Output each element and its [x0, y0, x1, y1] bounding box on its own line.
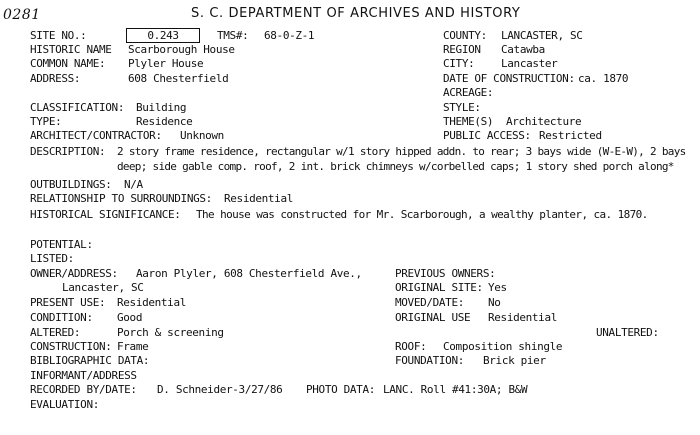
site-no-label: SITE NO.:	[30, 29, 87, 42]
construction-label: CONSTRUCTION:	[30, 340, 112, 353]
architect-value: Unknown	[180, 129, 224, 142]
owner-label: OWNER/ADDRESS:	[30, 267, 118, 280]
moved-date-value: No	[488, 296, 501, 309]
region-label: REGION	[443, 43, 481, 56]
altered-label: ALTERED:	[30, 326, 81, 339]
tms-value: 68-0-Z-1	[264, 29, 315, 42]
original-use-value: Residential	[488, 311, 557, 324]
classification-label: CLASSIFICATION:	[30, 101, 125, 114]
owner-value-2: Lancaster, SC	[62, 281, 144, 294]
architect-label: ARCHITECT/CONTRACTOR:	[30, 129, 162, 142]
themes-value: Architecture	[506, 115, 582, 128]
significance-label: HISTORICAL SIGNIFICANCE:	[30, 208, 181, 221]
agency-header: S. C. DEPARTMENT OF ARCHIVES AND HISTORY	[191, 6, 521, 21]
previous-owners-label: PREVIOUS OWNERS:	[395, 267, 496, 280]
photo-label: PHOTO DATA:	[306, 383, 375, 396]
recorded-value: D. Schneider-3/27/86	[157, 383, 283, 396]
potential-label: POTENTIAL:	[30, 238, 93, 251]
type-label: TYPE:	[30, 115, 62, 128]
condition-value: Good	[117, 311, 143, 324]
original-use-label: ORIGINAL USE	[395, 311, 471, 324]
style-label: STYLE:	[443, 101, 481, 114]
description-line-2: deep; side gable comp. roof, 2 int. brick chimneys w/corbelled caps; 1 story shed porch along*	[117, 160, 674, 173]
altered-value: Porch & screening	[117, 326, 224, 339]
date-construction-label: DATE OF CONSTRUCTION:	[443, 72, 575, 85]
acreage-label: ACREAGE:	[443, 86, 494, 99]
county-value: LANCASTER, SC	[501, 29, 583, 42]
roof-label: ROOF:	[395, 340, 427, 353]
description-line-1: 2 story frame residence, rectangular w/1 story hipped addn. to rear; 3 bays wide (W-E-W), 2 bays	[117, 145, 686, 158]
historic-name-label: HISTORIC NAME	[30, 43, 112, 56]
original-site-label: ORIGINAL SITE:	[395, 281, 483, 294]
unaltered-label: UNALTERED:	[596, 326, 659, 339]
common-name-label: COMMON NAME:	[30, 57, 106, 70]
photo-value: LANC. Roll #41:30A; B&W	[383, 383, 528, 396]
address-label: ADDRESS:	[30, 72, 81, 85]
evaluation-label: EVALUATION:	[30, 398, 99, 411]
present-use-label: PRESENT USE:	[30, 296, 106, 309]
address-value: 608 Chesterfield	[128, 72, 229, 85]
significance-value: The house was constructed for Mr. Scarborough, a wealthy planter, ca. 1870.	[196, 208, 648, 221]
relationship-value: Residential	[224, 192, 293, 205]
type-value: Residence	[136, 115, 193, 128]
description-label: DESCRIPTION:	[30, 145, 106, 158]
moved-date-label: MOVED/DATE:	[395, 296, 464, 309]
common-name-value: Plyler House	[128, 57, 204, 70]
themes-label: THEME(S)	[443, 115, 494, 128]
owner-value: Aaron Plyler, 608 Chesterfield Ave.,	[136, 267, 362, 280]
construction-value: Frame	[117, 340, 149, 353]
recorded-label: RECORDED BY/DATE:	[30, 383, 137, 396]
relationship-label: RELATIONSHIP TO SURROUNDINGS:	[30, 192, 212, 205]
roof-value: Composition shingle	[443, 340, 563, 353]
city-label: CITY:	[443, 57, 475, 70]
county-label: COUNTY:	[443, 29, 487, 42]
outbuildings-label: OUTBUILDINGS:	[30, 178, 112, 191]
original-site-value: Yes	[488, 281, 507, 294]
present-use-value: Residential	[117, 296, 186, 309]
city-value: Lancaster	[501, 57, 558, 70]
handwritten-id: 0281	[3, 7, 41, 23]
foundation-label: FOUNDATION:	[395, 354, 464, 367]
site-no-value: 0.243	[147, 29, 179, 42]
historic-name-value: Scarborough House	[128, 43, 235, 56]
outbuildings-value: N/A	[124, 178, 143, 191]
tms-label: TMS#:	[217, 29, 249, 42]
condition-label: CONDITION:	[30, 311, 93, 324]
foundation-value: Brick pier	[483, 354, 546, 367]
public-access-value: Restricted	[539, 129, 602, 142]
bibliographic-label: BIBLIOGRAPHIC DATA:	[30, 354, 150, 367]
classification-value: Building	[136, 101, 187, 114]
public-access-label: PUBLIC ACCESS:	[443, 129, 531, 142]
informant-label: INFORMANT/ADDRESS	[30, 369, 137, 382]
date-construction-value: ca. 1870	[578, 72, 629, 85]
region-value: Catawba	[501, 43, 545, 56]
listed-label: LISTED:	[30, 252, 74, 265]
